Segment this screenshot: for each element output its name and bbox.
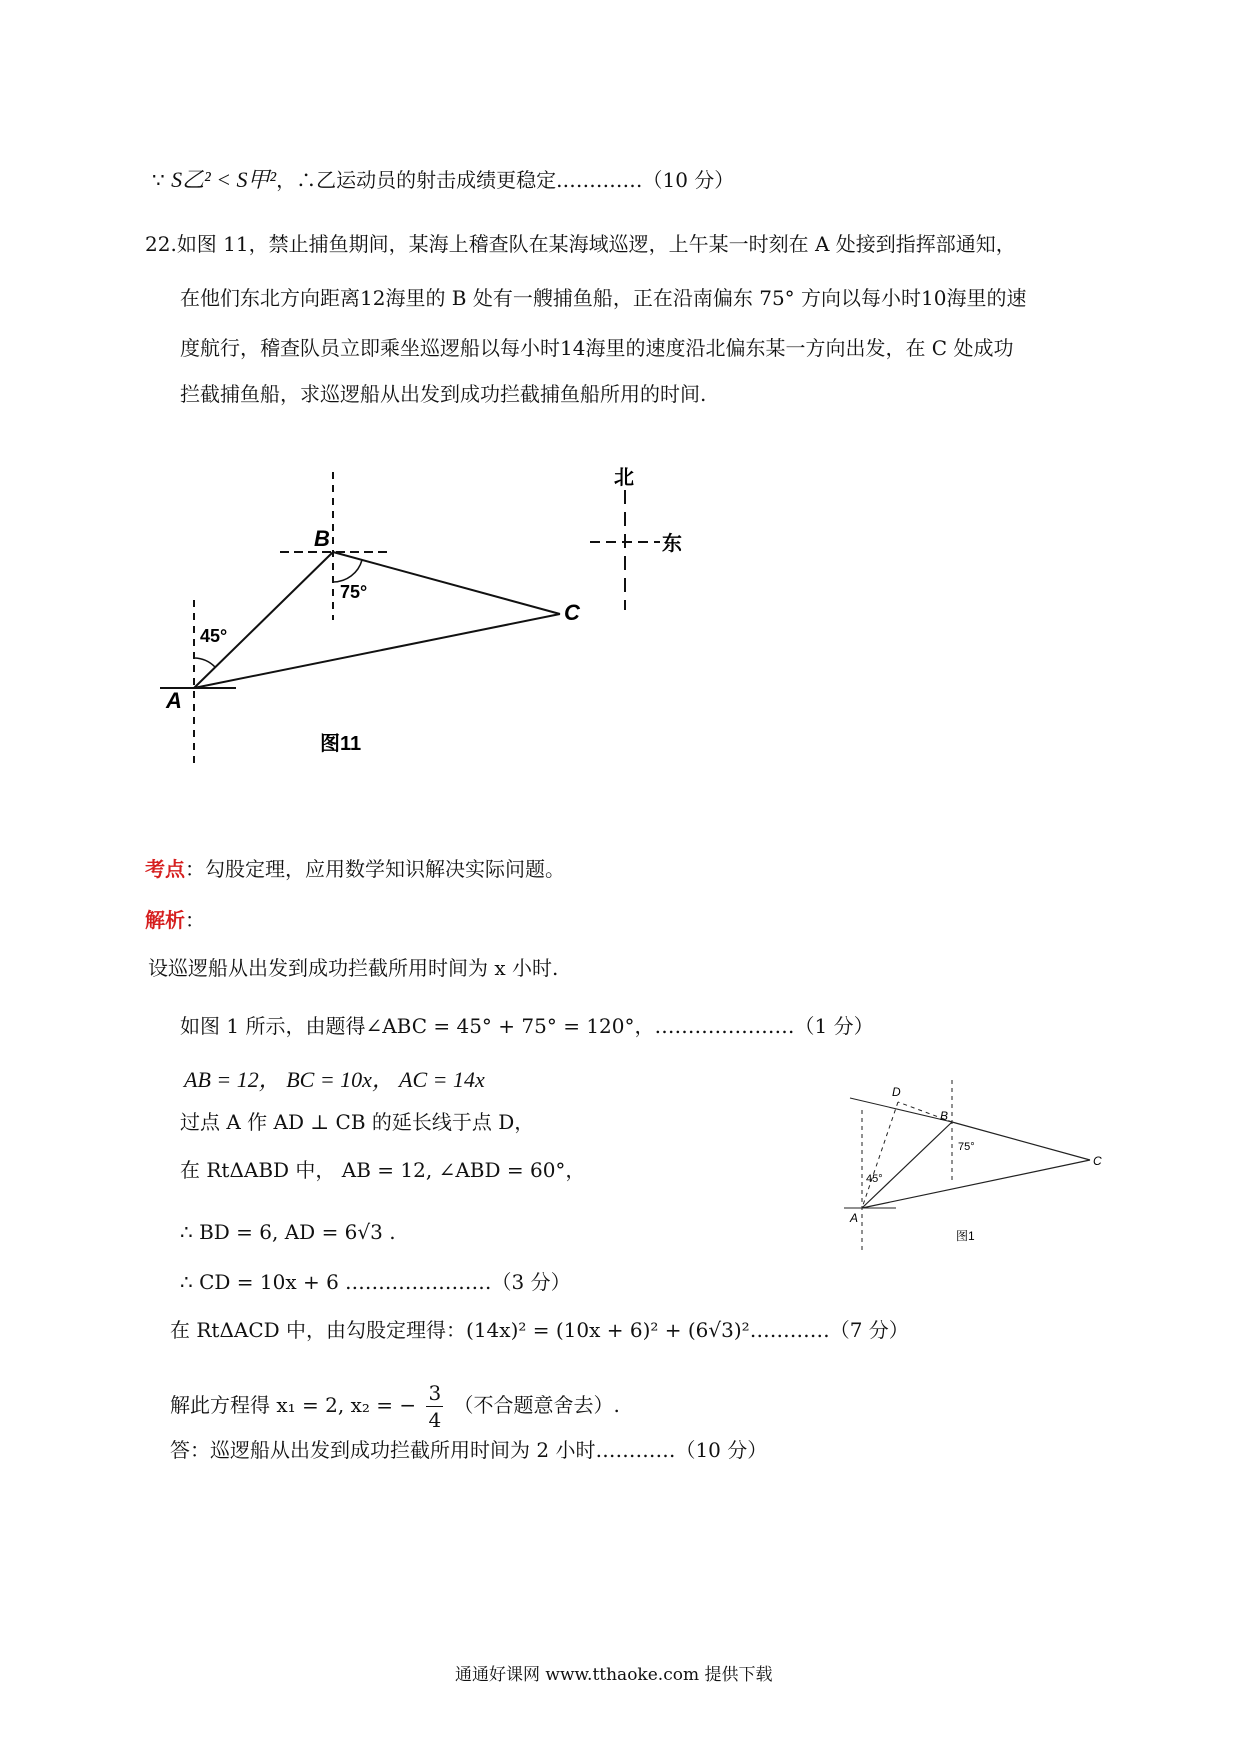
label-c: C <box>564 600 580 625</box>
kaodian-label: 考点 <box>145 857 185 881</box>
solution-solve-line: 解此方程得 x₁ = 2, x₂ = − $\frac{3}{4}$ （不合题意舍去）. <box>170 1381 620 1432</box>
score-mark: （7 分） <box>829 1318 909 1342</box>
segment-ab <box>862 1122 952 1208</box>
kaodian-line <box>145 855 565 883</box>
figure-caption: 图1 <box>956 1229 975 1243</box>
angle-label-45: 45° <box>866 1173 883 1185</box>
solution-answer-line: 答：巡逻船从出发到成功拦截所用时间为 2 小时…………（10 分） <box>170 1438 768 1462</box>
dot-leader: ………… <box>562 168 643 192</box>
segment-ac <box>862 1160 1090 1208</box>
dot-leader: ………………… <box>654 1014 795 1038</box>
angle-label-75: 75° <box>958 1141 975 1153</box>
label-c: C <box>1093 1154 1102 1168</box>
figure-11 <box>140 460 700 770</box>
segment-ac <box>194 614 560 688</box>
dot-leader: ………… <box>595 1438 676 1462</box>
conclusion-text: ，∴乙运动员的射击成绩更稳定. <box>276 168 563 192</box>
problem-line-2: 在他们东北方向距离12海里的 B 处有一艘捕鱼船，正在沿南偏东 75° 方向以每小时10海里的速 <box>180 286 1027 310</box>
figure-1 <box>840 1070 1120 1260</box>
compass-north-label: 北 <box>614 467 634 489</box>
prev-conclusion <box>152 166 734 194</box>
jiexi-label: 解析 <box>145 908 185 932</box>
problem-number: 22. <box>145 232 177 256</box>
score-mark: （3 分） <box>491 1270 571 1294</box>
label-d: D <box>892 1085 901 1099</box>
score-mark: （10 分） <box>642 168 735 192</box>
problem-line-1: 22.如图 11，禁止捕鱼期间，某海上稽查队在某海域巡逻，上午某一时刻在 A 处接到指挥部通知， <box>145 232 1016 256</box>
solution-cd-line: ∴ CD = 10x + 6 .…………………（3 分） <box>180 1270 571 1294</box>
solution-right-triangle-abd: 在 RtΔABD 中， AB = 12, ∠ABD = 60°， <box>180 1158 586 1182</box>
score-mark: （10 分） <box>675 1438 768 1462</box>
angle-arc-75 <box>333 560 362 582</box>
solution-sides: AB = 12， BC = 10x， AC = 14x <box>184 1067 485 1092</box>
score-mark: （1 分） <box>794 1014 874 1038</box>
figure-caption: 图11 <box>320 733 362 755</box>
dot-leader: ………………… <box>351 1270 492 1294</box>
label-a: A <box>166 688 182 713</box>
segment-ab <box>194 552 333 688</box>
angle-arc-45 <box>194 658 215 667</box>
segment-ad <box>862 1102 898 1208</box>
label-b: B <box>314 526 330 551</box>
angle-label-45: 45° <box>200 626 228 646</box>
jiexi-line: 解析： <box>145 908 205 932</box>
fraction: $\frac{3}{4}$ <box>428 1381 442 1432</box>
problem-line-4: 拦截捕鱼船，求巡逻船从出发到成功拦截捕鱼船所用的时间. <box>180 382 707 406</box>
label-a: A <box>850 1211 859 1225</box>
compass-east-label: 东 <box>662 533 682 555</box>
because-symbol: ∵ <box>152 168 165 192</box>
angle-label-75: 75° <box>340 582 368 602</box>
dot-leader: ………… <box>749 1318 830 1342</box>
helper-line <box>850 1098 952 1122</box>
solution-bd-ad: ∴ BD = 6, AD = 6√3 . <box>180 1220 396 1244</box>
solution-angle-line: 如图 1 所示，由题得∠ABC = 45° + 75° = 120°，…………………（1 分） <box>180 1014 874 1038</box>
problem-line-3: 度航行，稽查队员立即乘坐巡逻船以每小时14海里的速度沿北偏东某一方向出发，在 C 处成功 <box>180 336 1014 360</box>
solution-perpendicular: 过点 A 作 AD ⊥ CB 的延长线于点 D， <box>180 1110 535 1134</box>
solution-pythagoras-line: 在 RtΔACD 中，由勾股定理得：(14x)² = (10x + 6)² + (6√3)²…………（7 分） <box>170 1318 909 1342</box>
kaodian-text: ：勾股定理，应用数学知识解决实际问题。 <box>185 857 565 881</box>
label-b: B <box>940 1109 949 1123</box>
solution-setup: 设巡逻船从出发到成功拦截所用时间为 x 小时. <box>148 956 559 980</box>
variance-inequality: S乙² < S甲² <box>171 167 277 192</box>
page-footer: 通通好课网 www.tthaoke.com 提供下载 <box>455 1665 773 1685</box>
